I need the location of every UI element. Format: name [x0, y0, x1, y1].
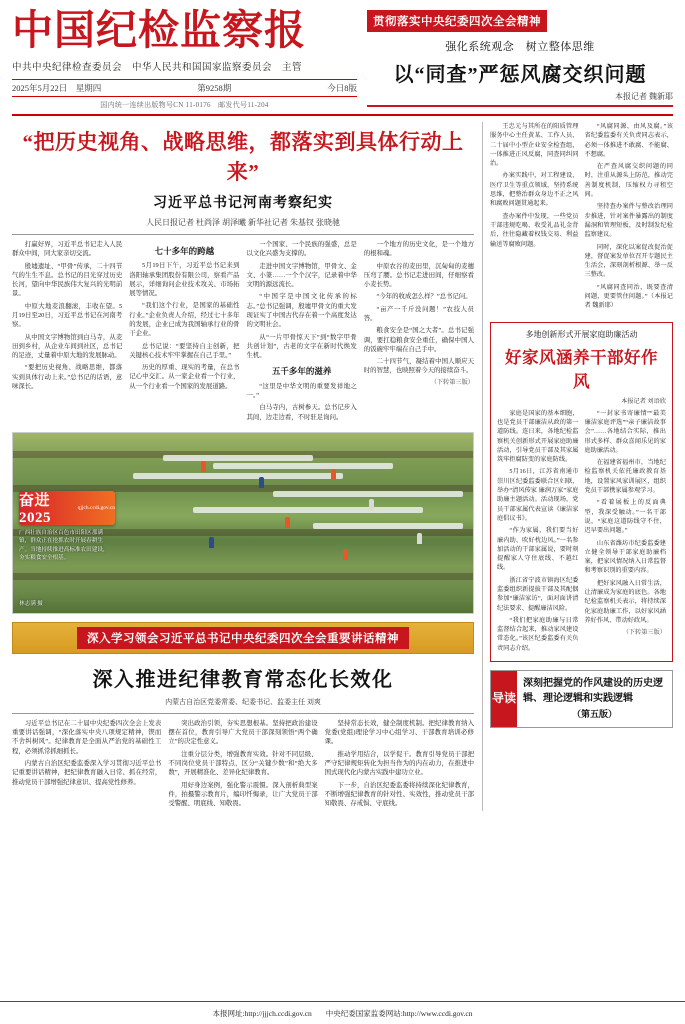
newspaper-title: 中国纪检监察报 [12, 7, 306, 53]
paragraph: 从中国文字博物馆到白马寺，从麦田到乡村，从企业车间到社区，总书记的足迹，丈量着中原大地的发展脉动。 [12, 333, 123, 360]
paragraph: 用好身边案例，强化警示震慑。深入剖析典型案件，拍摄警示教育片，编印忏悔录，让广大党员干部受警醒、明底线、知敬畏。 [168, 781, 318, 808]
masthead-left [12, 7, 357, 110]
paragraph: 中原农谷的麦田里，沉甸甸的麦穗压弯了腰。总书记走进田间，仔细察看小麦长势。 [363, 262, 474, 289]
paragraph: 总书记说：“要坚持自主创新，把关键核心技术牢牢掌握在自己手里。” [129, 342, 240, 359]
top-headline-title: 以“同查”严惩风腐交织问题 [393, 64, 647, 86]
paragraph: “亩产一千斤没问题！”农技人员答。 [363, 305, 474, 322]
divider [12, 234, 474, 235]
divider-red [367, 105, 673, 107]
banner-article-byline: 内蒙古自治区党委常委、纪委书记、监委主任 刘爽 [165, 697, 321, 706]
guide-text: 深刻把握党的作风建设的历史逻辑、理论逻辑和实践逻辑 [523, 678, 663, 705]
paragraph: 在严查风腐交织问题的同时，注重从源头上防范，推动完善制度机制，压缩权力寻租空间。 [584, 163, 673, 199]
box-kicker: 多地创新形式开展家庭助廉活动 [525, 329, 638, 339]
paragraph: 把好家风融入日常生活，让清廉成为家庭的底色。各地纪检监察机关表示，将持续深化家庭助廉工作，以好家风涵养好作风、带动好政风。 [584, 579, 666, 624]
photo-block [12, 432, 474, 614]
paragraph: “中国字是中国文化传承的标志。”总书记强调，殷墟甲骨文的重大发现证实了中国古代存在着一个高度发达的文明社会。 [246, 293, 357, 329]
paragraph: 下一步，自治区纪委监委将持续深化纪律教育，不断增强纪律教育的针对性、实效性，推动党员干部知敬畏、存戒惧、守底线。 [324, 781, 474, 808]
banner-col-2 [168, 719, 317, 812]
issue-date: 2025年5月22日 星期四 [12, 83, 102, 93]
lead-col-2 [129, 240, 239, 425]
guide-label: 导读 [491, 671, 517, 727]
publication-code: 国内统一连续出版物号CN 11-0176 邮发代号11-204 [100, 101, 269, 109]
guide-body [517, 671, 672, 727]
lead-col-4 [364, 240, 474, 425]
paragraph: 5月16日，江苏省南通市崇川区纪委监委联合区妇联，举办“清风传家 廉润万家”家庭助廉主题活动。活动现场，党员干部家属代表宣读《廉洁家庭倡议书》。 [497, 468, 579, 522]
paragraph: “一封家书寄廉情”“最美廉洁家庭评选”“亲子廉洁故事会”……各地结合实际，推出形式多样、群众喜闻乐见的家庭助廉活动。 [584, 409, 666, 454]
badge-subtitle: qjjch.ccdi.gov.cn [77, 504, 115, 511]
masthead-sponsor: 中共中央纪律检查委员会 中华人民共和国国家监察委员会 主管 [12, 63, 303, 73]
banner-article-title: 深入推进纪律教育常态化长效化 [92, 668, 394, 691]
box-title: 好家风涵养干部好作风 [505, 347, 658, 391]
lead-article-title: “把历史视角、战略思维，都落实到具体行动上来” [22, 130, 464, 184]
paragraph: 家庭是国家的基本细胞，也是党员干部廉洁从政的第一道防线。连日来，各地纪检监察机关创新形式开展家庭助廉活动，引导党员干部及其家属筑牢拒腐防变的家庭防线。 [497, 409, 579, 464]
paragraph: 推动学用结合，以学促干。教育引导党员干部把严守纪律规矩转化为担当作为的内在动力，在推进中国式现代化内蒙古实践中建功立业。 [324, 750, 474, 777]
paragraph: 内蒙古自治区纪委监委深入学习贯彻习近平总书记重要讲话精神，把纪律教育融入日常、抓在经常，推动党员干部增强纪律意识、提高党性修养。 [12, 759, 162, 786]
paragraph: 注重分层分类，增强教育实效。针对不同层级、不同岗位党员干部特点，区分“关键少数”和“绝大多数”，开展精准化、差异化纪律教育。 [168, 750, 318, 777]
paragraph: 突出政治引领，夯实思想根基。坚持把政治建设摆在首位，教育引导广大党员干部深刻领悟“两个确立”的决定性意义。 [168, 719, 318, 746]
section-subhead: 七十多年的跨越 [154, 246, 215, 256]
right-top-col-1 [490, 122, 579, 314]
paragraph: 历史的厚重、现实的考量，在总书记心中交汇。从一家企业看一个行业，从一个行业看一个国家的发展道路。 [129, 364, 240, 390]
paragraph: “这里是中华文明的重要发祥地之一。” [246, 382, 357, 399]
continued-note: （下转第三版） [430, 378, 474, 386]
paragraph: “我们把家庭助廉与日常监督结合起来，推动家风建设常态化。”该区纪委监委有关负责同志介绍。 [497, 616, 579, 652]
badge-title: 奋进2025 [19, 492, 51, 526]
lead-col-1 [12, 240, 122, 425]
banner-article-body [12, 719, 474, 812]
paragraph: 山东省潍坊市纪委监委建立健全领导干部家庭助廉档案，把家风情况纳入日常监督和考察识别的重要内容。 [584, 539, 666, 575]
photo-badge [19, 491, 115, 525]
content-grid [12, 122, 673, 811]
paragraph: 一个地方的历史文化，是一个地方的根和魂。 [363, 241, 474, 258]
paragraph: 浙江省宁波市镇海区纪委监委组织新提拔干部及其配偶参加“廉洁家访”，面对面讲清纪法要求、提醒廉洁风险。 [497, 576, 579, 612]
right-column [482, 122, 673, 811]
paragraph: 同时，深化以案促改促治促建，督促案发单位召开专题民主生活会，深刻剖析根源、举一反三整改。 [584, 243, 673, 279]
page-count: 今日8版 [327, 83, 357, 93]
paragraph: 粮食安全是“国之大者”。总书记强调，要扛稳粮食安全重任，确保中国人的饭碗牢牢端在自己手中。 [363, 327, 474, 353]
masthead-right [357, 10, 673, 107]
paragraph: “要把历史视角、战略思维，都落实到具体行动上来。”总书记的话语，意味深长。 [12, 364, 123, 390]
footer-right-url[interactable]: 中央纪委国家监委网站:http://www.ccdi.gov.cn [325, 1008, 473, 1018]
paragraph: 在福建省福州市，当地纪检监察机关依托廉政教育基地，设置家风家训展区，组织党员干部携家属参观学习。 [584, 459, 666, 495]
masthead-meta [12, 79, 357, 97]
paragraph: 5月19日下午，习近平总书记来到洛阳轴承集团股份有限公司，察看产品展示，详细询问企业技术攻关、市场拓展等情况。 [129, 262, 240, 298]
paragraph: 办案实践中，对工程建设、医疗卫生等重点领域，坚持系统思维，把整治群众身边不正之风和腐败问题贯通起来。 [490, 172, 579, 208]
paragraph: “风腐同源、由风及腐。”该省纪委监委有关负责同志表示，必须一体推进不敢腐、不能腐、不想腐。 [584, 123, 673, 158]
footer-left-url[interactable]: 本报网址:http://jjjch.ccdi.gov.cn [212, 1008, 312, 1018]
field-photo [12, 432, 474, 614]
right-top-col-2 [585, 122, 674, 314]
paragraph: 坚持常态长效，健全制度机制。把纪律教育纳入党委(党组)理论学习中心组学习、干部教育培训必修课。 [324, 719, 474, 746]
issue-number: 第9258期 [197, 83, 232, 93]
banner-col-3 [325, 719, 474, 812]
lead-article-body [12, 240, 474, 425]
paragraph: 一个国家、一个民族的强盛，总是以文化兴盛为支撑的。 [246, 241, 357, 258]
left-column [12, 122, 482, 811]
box-byline: 本报记者 刘语欣 [621, 397, 666, 405]
paragraph: 从“一片甲骨惊天下”到“数字甲骨共创计划”，古老的文字在新时代焕发生机。 [246, 333, 357, 360]
lead-article-byline: 人民日报记者 杜尚泽 胡泽曦 新华社记者 朱基钗 张晓驰 [146, 218, 340, 227]
box-col-2 [585, 409, 667, 656]
paragraph: “今年的收成怎么样？”总书记问。 [376, 293, 472, 301]
box-body [497, 409, 666, 656]
right-top-article [490, 122, 673, 314]
banner-col-1 [12, 719, 161, 812]
paragraph: 王忠元与其所在的阳质管理服务中心主任黄某、工作人员、二十届中小型企业安全检查组，一体推进正风反腐，同查同纠同治。 [490, 123, 579, 168]
divider [12, 713, 474, 714]
family-style-article [490, 322, 673, 662]
lead-article-subtitle: 习近平总书记河南考察纪实 [153, 196, 333, 211]
banner-strip [12, 622, 474, 654]
paragraph: “作为家属，我们要当好廉内助、吹好枕边风。”一名参加活动的干部家属说，要时刻提醒家人守住底线、不越红线。 [497, 527, 579, 572]
paragraph: 打赢好界，习近平总书记走入人民群众中间，同大家亲切交流。 [12, 241, 123, 258]
photo-credit: 林志满 摄 [19, 600, 43, 607]
paragraph: “看着展板上的反面典型，我深受触动。”一名干部说，“家庭这道防线守不住，迟早要出问题。” [584, 499, 666, 535]
lead-col-3 [247, 240, 357, 425]
masthead [12, 7, 673, 116]
box-col-1 [497, 409, 579, 656]
guide-page: （第五版） [571, 709, 617, 720]
photo-caption: 广西壮族自治区百色市田阳区那满镇，群众正在抢抓农时开展春耕生产。当地持续推进高标准农田建设，夯实粮食安全根基。 [19, 529, 109, 561]
section-subhead: 五千多年的滋养 [271, 366, 332, 377]
paragraph: 习近平总书记在二十届中央纪委四次全会上发表重要讲话强调，“深化落实中央八项规定精神，锲而不舍纠树风”。纪律教育是全面从严治党的基础性工程，必须抓常抓细抓长。 [12, 719, 162, 755]
paragraph: 二十四节气，凝结着中国人顺应天时的智慧，也映照着今天的接续奋斗。 [363, 358, 474, 375]
paragraph: “风腐同查同治，既要查清问题，更要管住问题。”（本报记者 魏新耶） [584, 283, 673, 310]
paragraph: 白马寺内，古树参天。总书记步入其间，边走边看，不时驻足询问。 [246, 404, 357, 421]
paragraph: 殷墟遗址、“甲骨”传承，二十四节气的生生不息。总书记的目光穿过历史长河，望向中华民族伟大复兴的光明前景。 [12, 262, 123, 298]
page-footer [0, 1001, 685, 1024]
top-headline-byline: 本报记者 魏新耶 [615, 92, 673, 101]
banner-kicker: 深入学习领会习近平总书记中央纪委四次全会重要讲话精神 [77, 627, 409, 649]
paragraph: 中原大地麦浪翻滚，丰收在望。5月19日至20日，习近平总书记在河南考察。 [12, 302, 123, 329]
paragraph: 坚持查办案件与整改治理同步推进，针对案件暴露出的制度漏洞和管理短板，及时制发纪检监察建议。 [584, 203, 673, 239]
top-headline-subtitle: 强化系统观念 树立整体思维 [445, 41, 595, 53]
paragraph: 查办案件中发现，一些党员干部违规吃喝、收受礼品礼金背后，往往隐藏着权钱交易、利益输送等腐败问题。 [490, 212, 579, 248]
paragraph: “我们这个行业，是国家的基础性行业。”企业负责人介绍，经过七十多年的发展，企业已成为我国轴承行业的骨干企业。 [129, 302, 240, 338]
continued-note: （下转第三版） [622, 629, 666, 637]
guide-box[interactable] [490, 670, 673, 728]
paragraph: 走进中国文字博物馆，甲骨文、金文、小篆……一个个汉字，记录着中华文明的源远流长。 [246, 262, 357, 289]
top-headline-kicker: 贯彻落实中央纪委四次全会精神 [367, 10, 547, 32]
